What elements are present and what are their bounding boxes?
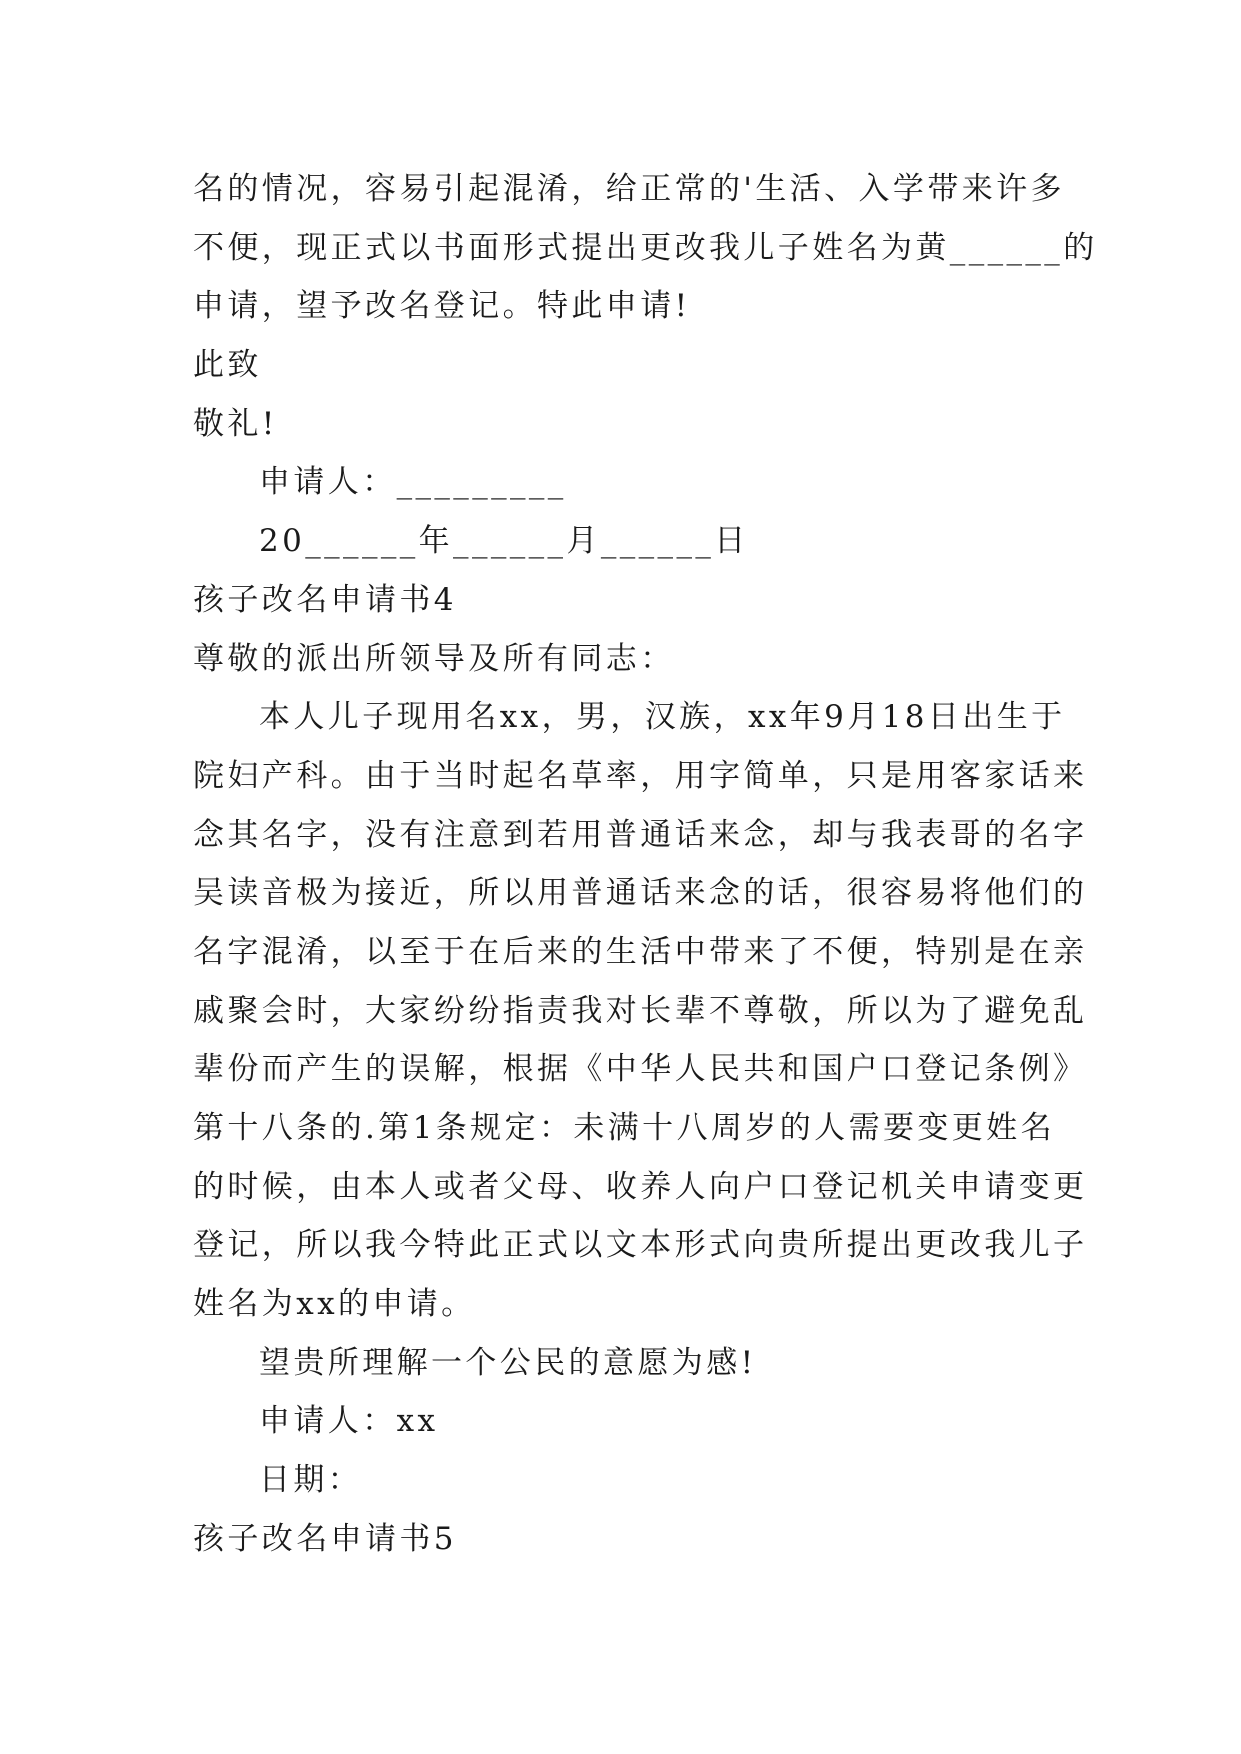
section-title: 孩子改名申请书4	[193, 581, 457, 618]
paragraph-line: 登记，所以我今特此正式以文本形式向贵所提出更改我儿子	[193, 1227, 1088, 1264]
closing-line: 敬礼!	[193, 405, 278, 442]
paragraph-line: 吴读音极为接近，所以用普通话来念的话，很容易将他们的	[193, 875, 1088, 912]
date-label: 日期：	[259, 1462, 363, 1499]
wish-line: 望贵所理解一个公民的意愿为感!	[259, 1344, 757, 1381]
salutation: 尊敬的派出所领导及所有同志：	[193, 640, 675, 677]
paragraph-line: 名的情况，容易引起混淆，给正常的'生活、入学带来许多	[193, 171, 1065, 207]
paragraph-line: 院妇产科。由于当时起名草率，用字简单，只是用客家话来	[193, 757, 1088, 794]
paragraph-line: 戚聚会时，大家纷纷指责我对长辈不尊敬，所以为了避免乱	[193, 992, 1088, 1029]
paragraph-line: 第十八条的.第1条规定：未满十八周岁的人需要变更姓名	[193, 1110, 1055, 1146]
paragraph-line: 辈份而产生的误解，根据《中华人民共和国户口登记条例》	[193, 1051, 1088, 1088]
closing-line: 此致	[193, 347, 262, 384]
paragraph-line: 姓名为xx的申请。	[193, 1286, 476, 1323]
paragraph-line: 念其名字，没有注意到若用普通话来念，却与我表哥的名字	[193, 816, 1088, 853]
document-body	[193, 160, 1098, 1569]
date-line: 20______年______月______日	[259, 523, 749, 560]
paragraph-line: 申请，望予改名登记。特此申请!	[193, 288, 691, 325]
section-title: 孩子改名申请书5	[193, 1520, 457, 1557]
applicant-line: 申请人：xx	[259, 1403, 439, 1440]
paragraph-line: 名字混淆，以至于在后来的生活中带来了不便，特别是在亲	[193, 933, 1088, 970]
paragraph-line: 本人儿子现用名xx，男，汉族，xx年9月18日出生于	[259, 699, 1066, 736]
paragraph-line: 不便，现正式以书面形式提出更改我儿子姓名为黄______的	[193, 229, 1098, 266]
applicant-line: 申请人：_________	[259, 464, 567, 501]
paragraph-line: 的时候，由本人或者父母、收养人向户口登记机关申请变更	[193, 1168, 1088, 1205]
